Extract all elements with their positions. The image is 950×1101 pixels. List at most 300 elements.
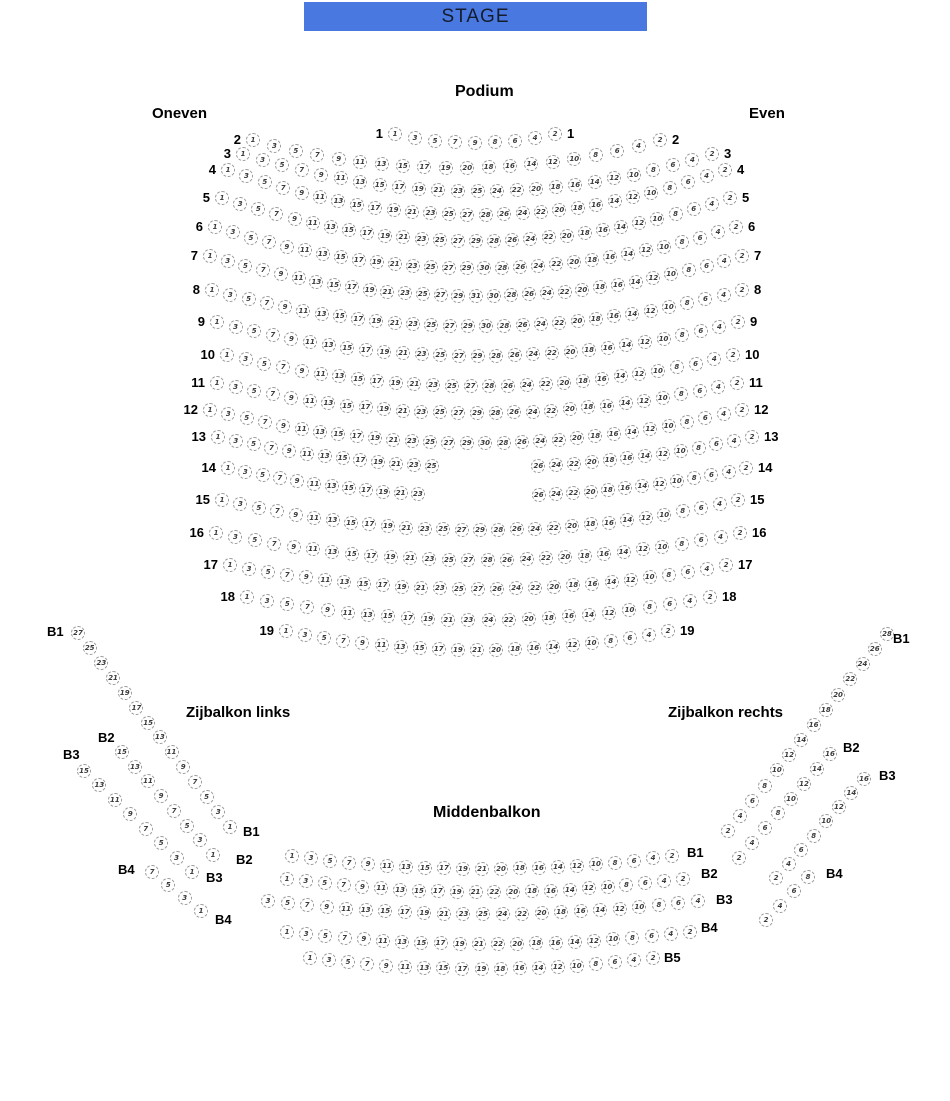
seat[interactable]: 12 [587,934,601,948]
seat[interactable]: 4 [745,836,759,850]
seat[interactable]: 15 [342,223,356,237]
seat[interactable]: 21 [441,613,455,627]
seat[interactable]: 12 [639,243,653,257]
seat[interactable]: 10 [567,152,581,166]
seat[interactable]: 9 [284,332,298,346]
seat[interactable]: 21 [388,257,402,271]
seat[interactable]: 9 [314,168,328,182]
seat[interactable]: 12 [832,800,846,814]
seat[interactable]: 12 [632,367,646,381]
seat[interactable]: 15 [77,764,91,778]
seat[interactable]: 26 [532,488,546,502]
seat[interactable]: 19 [456,862,470,876]
seat[interactable]: 1 [280,925,294,939]
seat[interactable]: 8 [589,148,603,162]
seat[interactable]: 26 [501,379,515,393]
seat[interactable]: 5 [323,854,337,868]
seat[interactable]: 4 [664,927,678,941]
seat[interactable]: 3 [304,851,318,865]
seat[interactable]: 3 [229,434,243,448]
seat[interactable]: 13 [394,640,408,654]
seat[interactable]: 15 [412,884,426,898]
seat[interactable]: 13 [128,760,142,774]
seat[interactable]: 24 [520,378,534,392]
seat[interactable]: 13 [353,175,367,189]
seat[interactable]: 2 [665,849,679,863]
seat[interactable]: 19 [387,203,401,217]
seat[interactable]: 22 [502,613,516,627]
seat[interactable]: 19 [417,906,431,920]
seat[interactable]: 14 [635,479,649,493]
seat[interactable]: 7 [295,163,309,177]
seat[interactable]: 8 [670,360,684,374]
seat[interactable]: 26 [500,553,514,567]
seat[interactable]: 28 [491,523,505,537]
seat[interactable]: 19 [370,255,384,269]
seat[interactable]: 7 [276,181,290,195]
seat[interactable]: 22 [528,581,542,595]
seat[interactable]: 18 [549,180,563,194]
seat[interactable]: 7 [260,296,274,310]
seat[interactable]: 25 [436,522,450,536]
seat[interactable]: 24 [520,552,534,566]
seat[interactable]: 20 [547,580,561,594]
seat[interactable]: 22 [515,907,529,921]
seat[interactable]: 12 [644,304,658,318]
seat[interactable]: 23 [406,259,420,273]
seat[interactable]: 7 [448,135,462,149]
seat[interactable]: 6 [645,929,659,943]
seat[interactable]: 16 [585,577,599,591]
seat[interactable]: 7 [145,865,159,879]
seat[interactable]: 4 [782,857,796,871]
seat[interactable]: 24 [516,206,530,220]
seat[interactable]: 11 [374,881,388,895]
seat[interactable]: 27 [451,234,465,248]
seat[interactable]: 19 [384,550,398,564]
seat[interactable]: 14 [617,545,631,559]
seat[interactable]: 2 [729,220,743,234]
seat[interactable]: 17 [431,884,445,898]
seat[interactable]: 17 [351,312,365,326]
seat[interactable]: 7 [258,415,272,429]
seat[interactable]: 18 [581,400,595,414]
seat[interactable]: 18 [554,905,568,919]
seat[interactable]: 26 [515,435,529,449]
seat[interactable]: 11 [334,171,348,185]
seat[interactable]: 6 [687,202,701,216]
seat[interactable]: 13 [315,307,329,321]
seat[interactable]: 28 [504,288,518,302]
seat[interactable]: 27 [434,288,448,302]
seat[interactable]: 14 [621,247,635,261]
seat[interactable]: 6 [666,158,680,172]
seat[interactable]: 28 [495,261,509,275]
seat[interactable]: 27 [441,436,455,450]
seat[interactable]: 27 [464,379,478,393]
seat[interactable]: 21 [399,521,413,535]
seat[interactable]: 29 [470,406,484,420]
seat[interactable]: 27 [461,553,475,567]
seat[interactable]: 16 [562,609,576,623]
seat[interactable]: 28 [489,349,503,363]
seat[interactable]: 18 [589,312,603,326]
seat[interactable]: 13 [393,883,407,897]
seat[interactable]: 6 [671,896,685,910]
seat[interactable]: 10 [784,792,798,806]
seat[interactable]: 6 [693,384,707,398]
seat[interactable]: 3 [299,927,313,941]
seat[interactable]: 15 [350,198,364,212]
seat[interactable]: 25 [471,184,485,198]
seat[interactable]: 14 [619,396,633,410]
seat[interactable]: 23 [405,434,419,448]
seat[interactable]: 27 [471,582,485,596]
seat[interactable]: 3 [242,562,256,576]
seat[interactable]: 10 [674,444,688,458]
seat[interactable]: 7 [300,600,314,614]
seat[interactable]: 21 [472,937,486,951]
seat[interactable]: 10 [622,603,636,617]
seat[interactable]: 22 [534,205,548,219]
seat[interactable]: 24 [482,613,496,627]
seat[interactable]: 12 [637,394,651,408]
seat[interactable]: 19 [381,519,395,533]
seat[interactable]: 14 [638,449,652,463]
seat[interactable]: 15 [351,372,365,386]
seat[interactable]: 19 [453,937,467,951]
seat[interactable]: 28 [482,379,496,393]
seat[interactable]: 25 [424,318,438,332]
seat[interactable]: 26 [505,233,519,247]
seat[interactable]: 10 [627,168,641,182]
seat[interactable]: 20 [565,519,579,533]
seat[interactable]: 16 [568,178,582,192]
seat[interactable]: 23 [415,232,429,246]
seat[interactable]: 9 [361,857,375,871]
seat[interactable]: 1 [211,430,225,444]
seat[interactable]: 6 [700,259,714,273]
seat[interactable]: 10 [662,300,676,314]
seat[interactable]: 11 [376,934,390,948]
seat[interactable]: 23 [456,907,470,921]
seat[interactable]: 16 [513,961,527,975]
seat[interactable]: 3 [193,833,207,847]
seat[interactable]: 13 [361,608,375,622]
seat[interactable]: 11 [398,960,412,974]
seat[interactable]: 24 [528,522,542,536]
seat[interactable]: 5 [280,597,294,611]
seat[interactable]: 17 [360,226,374,240]
seat[interactable]: 12 [782,748,796,762]
seat[interactable]: 8 [807,829,821,843]
seat[interactable]: 20 [585,455,599,469]
seat[interactable]: 1 [388,127,402,141]
seat[interactable]: 20 [557,376,571,390]
seat[interactable]: 6 [704,468,718,482]
seat[interactable]: 4 [713,497,727,511]
seat[interactable]: 2 [769,871,783,885]
seat[interactable]: 29 [460,436,474,450]
seat[interactable]: 8 [646,163,660,177]
seat[interactable]: 4 [714,530,728,544]
seat[interactable]: 3 [211,805,225,819]
seat[interactable]: 18 [588,429,602,443]
seat[interactable]: 16 [807,718,821,732]
seat[interactable]: 10 [657,332,671,346]
seat[interactable]: 20 [564,345,578,359]
seat[interactable]: 20 [522,612,536,626]
seat[interactable]: 18 [578,549,592,563]
seat[interactable]: 5 [256,468,270,482]
seat[interactable]: 8 [669,207,683,221]
seat[interactable]: 18 [529,936,543,950]
seat[interactable]: 22 [542,230,556,244]
seat[interactable]: 16 [607,309,621,323]
seat[interactable]: 23 [461,613,475,627]
seat[interactable]: 21 [396,346,410,360]
seat[interactable]: 10 [656,391,670,405]
seat[interactable]: 5 [248,533,262,547]
seat[interactable]: 17 [359,343,373,357]
seat[interactable]: 26 [522,287,536,301]
seat[interactable]: 13 [399,860,413,874]
seat[interactable]: 1 [205,283,219,297]
seat[interactable]: 2 [723,191,737,205]
seat[interactable]: 11 [306,216,320,230]
seat[interactable]: 9 [276,419,290,433]
seat[interactable]: 4 [700,562,714,576]
seat[interactable]: 28 [489,406,503,420]
seat[interactable]: 17 [368,201,382,215]
seat[interactable]: 17 [345,280,359,294]
seat[interactable]: 21 [396,230,410,244]
seat[interactable]: 12 [582,881,596,895]
seat[interactable]: 12 [602,606,616,620]
seat[interactable]: 29 [451,289,465,303]
seat[interactable]: 11 [300,447,314,461]
seat[interactable]: 8 [608,856,622,870]
seat[interactable]: 1 [223,820,237,834]
seat[interactable]: 6 [787,884,801,898]
seat[interactable]: 15 [345,547,359,561]
seat[interactable]: 14 [532,961,546,975]
seat[interactable]: 5 [318,876,332,890]
seat[interactable]: 6 [698,292,712,306]
seat[interactable]: 5 [289,144,303,158]
seat[interactable]: 27 [443,319,457,333]
seat[interactable]: 15 [342,481,356,495]
seat[interactable]: 16 [532,861,546,875]
seat[interactable]: 17 [434,936,448,950]
seat[interactable]: 22 [549,257,563,271]
seat[interactable]: 6 [693,231,707,245]
seat[interactable]: 4 [722,465,736,479]
seat[interactable]: 5 [247,384,261,398]
seat[interactable]: 17 [129,701,143,715]
seat[interactable]: 11 [313,190,327,204]
seat[interactable]: 26 [508,348,522,362]
seat[interactable]: 23 [451,184,465,198]
seat[interactable]: 14 [619,338,633,352]
seat[interactable]: 6 [681,175,695,189]
seat[interactable]: 2 [646,951,660,965]
seat[interactable]: 21 [106,671,120,685]
seat[interactable]: 13 [92,778,106,792]
seat[interactable]: 17 [392,180,406,194]
seat[interactable]: 4 [627,953,641,967]
seat[interactable]: 4 [642,628,656,642]
seat[interactable]: 23 [398,286,412,300]
seat[interactable]: 26 [513,260,527,274]
seat[interactable]: 1 [220,348,234,362]
seat[interactable]: 1 [208,220,222,234]
seat[interactable]: 18 [482,160,496,174]
seat[interactable]: 21 [470,643,484,657]
seat[interactable]: 26 [516,318,530,332]
seat[interactable]: 18 [566,578,580,592]
seat[interactable]: 19 [363,283,377,297]
seat[interactable]: 6 [745,794,759,808]
seat[interactable]: 3 [229,380,243,394]
seat[interactable]: 22 [552,316,566,330]
seat[interactable]: 3 [299,874,313,888]
seat[interactable]: 7 [338,931,352,945]
seat[interactable]: 9 [154,789,168,803]
seat[interactable]: 14 [582,608,596,622]
seat[interactable]: 19 [118,686,132,700]
seat[interactable]: 7 [336,634,350,648]
seat[interactable]: 14 [605,575,619,589]
seat[interactable]: 17 [432,642,446,656]
seat[interactable]: 8 [674,387,688,401]
seat[interactable]: 4 [707,352,721,366]
seat[interactable]: 7 [269,207,283,221]
seat[interactable]: 15 [336,451,350,465]
seat[interactable]: 23 [426,378,440,392]
seat[interactable]: 21 [394,486,408,500]
seat[interactable]: 15 [418,861,432,875]
seat[interactable]: 14 [794,733,808,747]
seat[interactable]: 20 [489,643,503,657]
seat[interactable]: 13 [359,903,373,917]
seat[interactable]: 26 [490,582,504,596]
seat[interactable]: 12 [638,335,652,349]
seat[interactable]: 16 [620,451,634,465]
seat[interactable]: 29 [473,523,487,537]
seat[interactable]: 22 [487,885,501,899]
seat[interactable]: 14 [810,762,824,776]
seat[interactable]: 9 [295,186,309,200]
seat[interactable]: 11 [307,511,321,525]
seat[interactable]: 4 [717,254,731,268]
seat[interactable]: 2 [730,376,744,390]
seat[interactable]: 25 [433,348,447,362]
seat[interactable]: 15 [334,250,348,264]
seat[interactable]: 13 [324,220,338,234]
seat[interactable]: 1 [185,865,199,879]
seat[interactable]: 7 [266,328,280,342]
seat[interactable]: 15 [396,159,410,173]
seat[interactable]: 16 [601,341,615,355]
seat[interactable]: 19 [378,229,392,243]
seat[interactable]: 29 [461,319,475,333]
seat[interactable]: 16 [527,641,541,655]
seat[interactable]: 19 [450,885,464,899]
seat[interactable]: 19 [377,402,391,416]
seat[interactable]: 28 [497,319,511,333]
seat[interactable]: 9 [332,152,346,166]
seat[interactable]: 24 [526,405,540,419]
seat[interactable]: 4 [711,225,725,239]
seat[interactable]: 9 [123,807,137,821]
seat[interactable]: 1 [279,624,293,638]
seat[interactable]: 8 [801,870,815,884]
seat[interactable]: 5 [261,565,275,579]
seat[interactable]: 17 [364,549,378,563]
seat[interactable]: 30 [479,319,493,333]
seat[interactable]: 7 [256,263,270,277]
seat[interactable]: 23 [406,317,420,331]
seat[interactable]: 7 [273,471,287,485]
seat[interactable]: 25 [442,553,456,567]
seat[interactable]: 9 [355,636,369,650]
seat[interactable]: 25 [433,405,447,419]
seat[interactable]: 3 [221,254,235,268]
seat[interactable]: 31 [469,289,483,303]
seat[interactable]: 25 [416,287,430,301]
seat[interactable]: 25 [442,207,456,221]
seat[interactable]: 9 [289,508,303,522]
seat[interactable]: 7 [280,568,294,582]
seat[interactable]: 13 [395,935,409,949]
seat[interactable]: 8 [675,235,689,249]
seat[interactable]: 1 [206,848,220,862]
seat[interactable]: 13 [316,247,330,261]
seat[interactable]: 17 [401,611,415,625]
seat[interactable]: 20 [831,688,845,702]
seat[interactable]: 25 [452,582,466,596]
seat[interactable]: 24 [526,347,540,361]
seat[interactable]: 18 [582,343,596,357]
seat[interactable]: 8 [589,957,603,971]
seat[interactable]: 13 [375,157,389,171]
seat[interactable]: 5 [251,202,265,216]
seat[interactable]: 13 [322,338,336,352]
seat[interactable]: 19 [377,345,391,359]
seat[interactable]: 3 [233,197,247,211]
seat[interactable]: 20 [571,314,585,328]
seat[interactable]: 12 [636,542,650,556]
seat[interactable]: 10 [589,857,603,871]
seat[interactable]: 3 [256,153,270,167]
seat[interactable]: 9 [357,932,371,946]
seat[interactable]: 28 [880,627,894,641]
seat[interactable]: 13 [321,396,335,410]
seat[interactable]: 6 [638,876,652,890]
seat[interactable]: 15 [414,936,428,950]
seat[interactable]: 9 [280,240,294,254]
seat[interactable]: 27 [71,626,85,640]
seat[interactable]: 7 [188,775,202,789]
seat[interactable]: 11 [108,793,122,807]
seat[interactable]: 14 [614,220,628,234]
seat[interactable]: 1 [215,191,229,205]
seat[interactable]: 12 [653,477,667,491]
seat[interactable]: 25 [425,459,439,473]
seat[interactable]: 12 [546,155,560,169]
seat[interactable]: 2 [683,925,697,939]
